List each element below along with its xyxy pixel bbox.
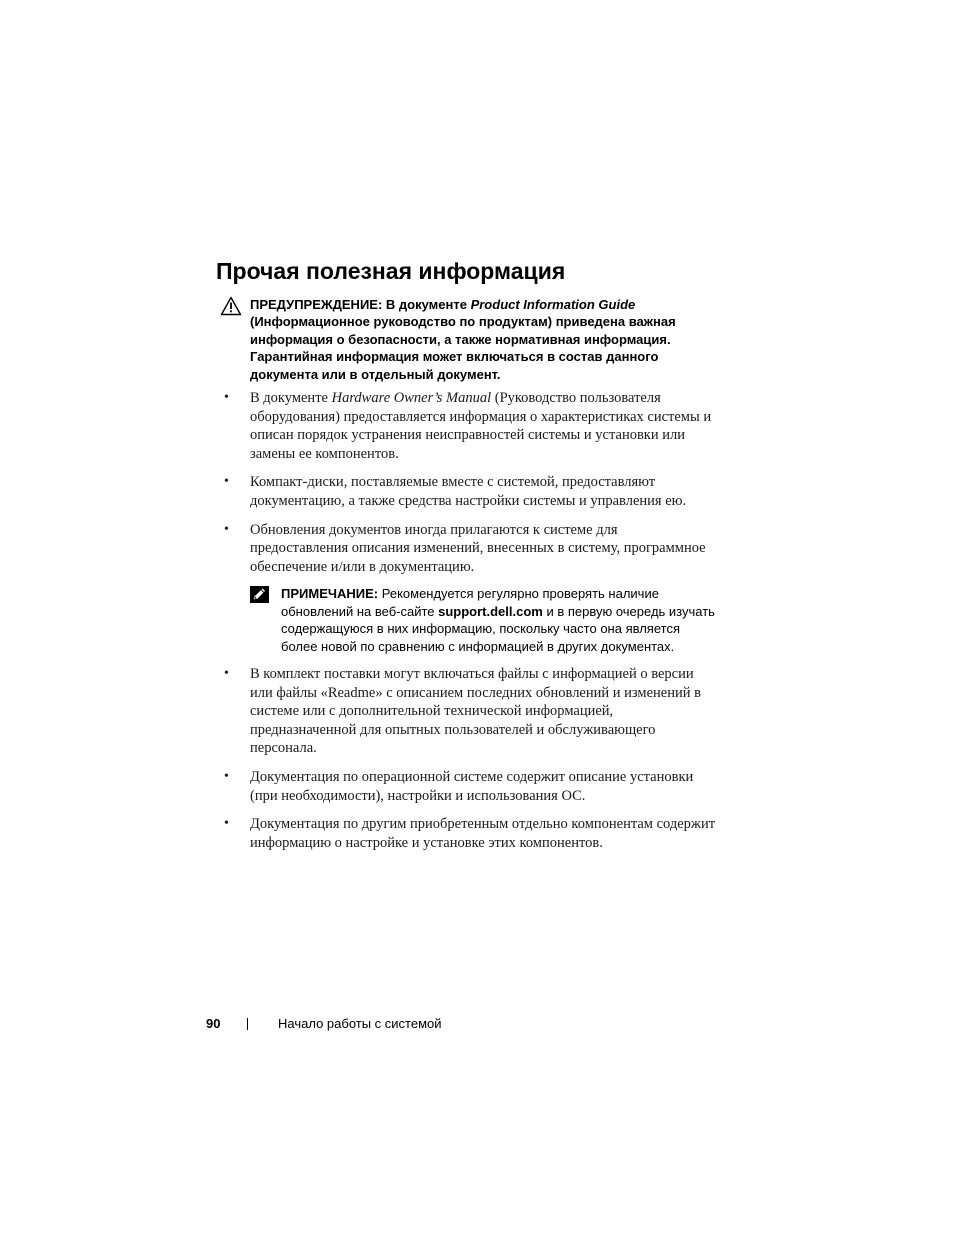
note-text (281, 585, 716, 655)
bullet-icon: • (224, 816, 229, 832)
bullet-icon: • (224, 390, 229, 405)
list-item-text: (Руководство пользователя оборудования) предоставляется информация о характеристиках системы и описан порядок устранения неисправностей системы и установки или замены ее компонентов. (250, 390, 712, 462)
list-item-text: Документация по другим приобретенным отдельно компонентам содержит информацию о настройке и установке этих компонентов. (250, 816, 716, 851)
warning-text (250, 296, 716, 383)
warning-text-part: (Информационное руководство по продуктам) приведена важная информация о безопасности, а также нормативная информация. Гарантийная информация может включаться в состав данного документа или в отдельный документ. (250, 314, 676, 382)
list-item (216, 389, 716, 463)
footer-divider (247, 1018, 248, 1030)
list-item-text: Обновления документов иногда прилагаются к системе для предоставления описания изменений, внесенных в систему, программное обеспечение и/или в документацию. (250, 521, 706, 575)
doc-title: Hardware Owner’s Manual (331, 390, 492, 406)
note-text-part: Рекомендуется регулярно проверять наличие обновлений на веб-сайте (281, 586, 659, 619)
footer-section-title: Начало работы с системой (278, 1016, 442, 1031)
bullet-icon: • (224, 768, 229, 784)
warning-doc-title: Product Information Guide (470, 297, 636, 312)
list-item (216, 815, 716, 852)
bullet-list (216, 389, 716, 862)
warning-block (216, 296, 716, 383)
list-item-text: Документация по операционной системе содержит описание установки (при необходимости), настройки и использования ОС. (250, 768, 694, 804)
page-number: 90 (206, 1016, 221, 1031)
note-label: ПРИМЕЧАНИЕ: (281, 586, 379, 602)
warning-label: ПРЕДУПРЕЖДЕНИЕ: (250, 297, 383, 312)
list-item (216, 521, 716, 577)
bullet-icon: • (224, 474, 229, 490)
warning-triangle-icon (220, 296, 242, 316)
note-pencil-icon (250, 586, 269, 603)
list-item-text: Компакт-диски, поставляемые вместе с системой, предоставляют документацию, а также средства настройки системы и управления ею. (250, 474, 687, 509)
list-item-text: В комплект поставки могут включаться файлы с информацией о версии или файлы «Readme» с описанием последних обновлений и изменений в системе или с дополнительной технической информацией, предназначенной для опытных пользователей и обслуживающего персонала. (250, 665, 701, 757)
bullet-icon: • (224, 521, 229, 537)
note-block (250, 585, 716, 655)
list-item (216, 768, 716, 805)
support-link[interactable]: support.dell.com (438, 603, 543, 619)
page-heading: Прочая полезная информация (216, 258, 566, 284)
warning-text-part: В документе (382, 297, 471, 312)
note-text-part: и в первую очередь изучать содержащуюся в них информацию, поскольку часто она является более новой по сравнению с информацией в других документах. (281, 603, 715, 654)
bullet-icon: • (224, 665, 229, 681)
list-item-text: В документе (250, 390, 332, 406)
list-item (216, 473, 716, 510)
list-item (216, 665, 716, 758)
